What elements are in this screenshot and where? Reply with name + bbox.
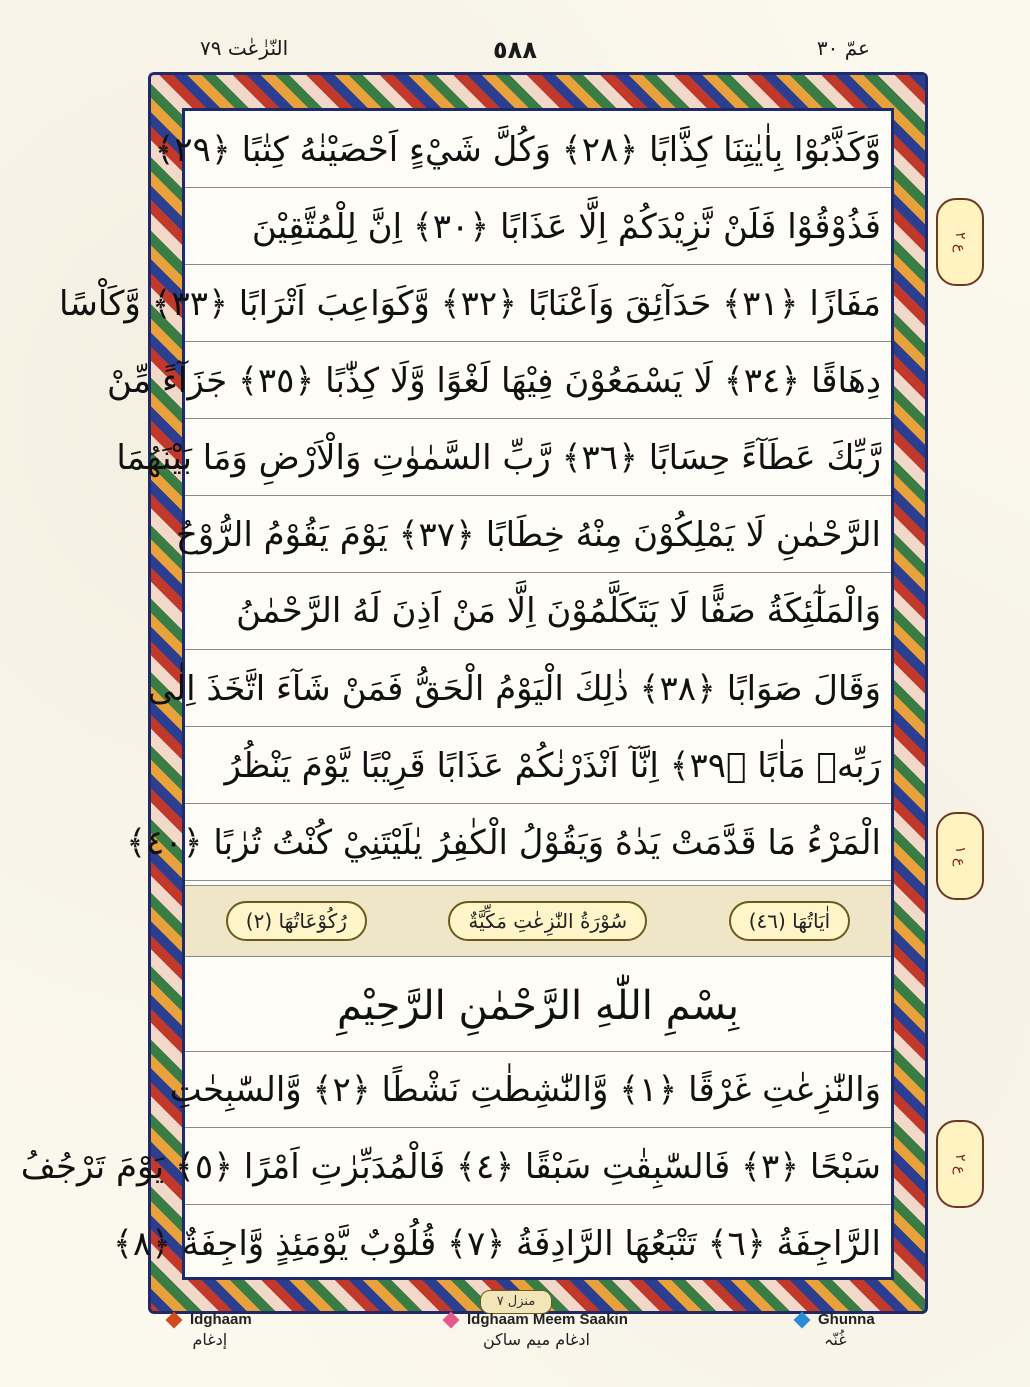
ruku-marker-1: ع ٢ (936, 198, 984, 286)
line-text: الرَّحْمٰنِ لَا يَمْلِكُوْنَ مِنْهُ خِطَابًا ﴿٣٧﴾ يَوْمَ يَقُوْمُ الرُّوْحُ (175, 514, 881, 555)
quran-line (112, 1205, 891, 1282)
quran-line (107, 342, 891, 419)
quran-line (116, 419, 891, 496)
line-text: وَّكَذَّبُوْا بِاٰيٰتِنَا كِذَّابًا ﴿٢٨﴾ وَكُلَّ شَيْءٍ اَحْصَيْنٰهُ كِتٰبًا ﴿٢٩﴾ (154, 129, 881, 170)
legend-label: Idghaam (190, 1311, 252, 1328)
legend-arabic: ادغام میم ساکن (482, 1330, 590, 1349)
line-text: الْمَرْءُ مَا قَدَّمَتْ يَدٰهُ وَيَقُوْلُ الْكٰفِرُ يٰلَيْتَنِيْ كُنْتُ تُرٰبًا ﴿٤٠﴾ (126, 822, 881, 863)
line-text: وَقَالَ صَوَابًا ﴿٣٨﴾ ذٰلِكَ الْيَوْمُ الْحَقُّ فَمَنْ شَآءَ اتَّخَذَ اِلٰى (147, 668, 881, 709)
page-number: ٥٨٨ (493, 36, 537, 64)
manzil-marker: منزل ٧ (480, 1290, 552, 1314)
quran-line (169, 1051, 891, 1128)
quran-line (154, 111, 891, 188)
line-text: رَّبِّكَ عَطَآءً حِسَابًا ﴿٣٦﴾ رَّبِّ السَّمٰوٰتِ وَالْاَرْضِ وَمَا بَيْنَهُمَا (116, 437, 881, 478)
line-text: وَالْمَلٰٓئِكَةُ صَفًّا لَا يَتَكَلَّمُوْنَ اِلَّا مَنْ اَذِنَ لَهُ الرَّحْمٰنُ (236, 591, 881, 631)
surah-name-header: النّزٰعٰت ٧٩ (200, 36, 289, 60)
line-text: رَبِّهٖ مَاٰبًا ﴿٣٩﴾ اِنَّآ اَنْذَرْنٰكُمْ عَذَابًا قَرِيْبًا يَّوْمَ يَنْظُرُ (224, 745, 881, 786)
legend-arabic: إدغام (192, 1330, 228, 1349)
legend-label: Ghunna (818, 1311, 875, 1328)
quran-line (175, 496, 891, 573)
legend-idghaam-meem-saakin (445, 1310, 628, 1349)
line-text: دِهَاقًا ﴿٣٤﴾ لَا يَسْمَعُوْنَ فِيْهَا لَغْوًا وَّلَا كِذّٰبًا ﴿٣٥﴾ جَزَآءً مِّنْ (107, 360, 881, 401)
line-text: مَفَازًا ﴿٣١﴾ حَدَآئِقَ وَاَعْنَابًا ﴿٣٢﴾ وَّكَوَاعِبَ اَتْرَابًا ﴿٣٣﴾ وَّكَاْسًا (58, 283, 881, 324)
bismillah: بِسْمِ اللّٰهِ الرَّحْمٰنِ الرَّحِيْمِ (185, 961, 891, 1052)
line-text: سَبْحًا ﴿٣﴾ فَالسّٰبِقٰتِ سَبْقًا ﴿٤﴾ فَالْمُدَبِّرٰتِ اَمْرًا ﴿٥﴾ يَوْمَ تَرْجُفُ (20, 1146, 881, 1187)
diamond-icon (166, 1311, 183, 1328)
surah-header-band (185, 885, 891, 957)
surah-title: سُوْرَةُ النّٰزِعٰتِ مَكِّيَّةٌ (448, 901, 647, 941)
quran-line (126, 804, 891, 881)
juz-header: عمّ ٣٠ (816, 36, 870, 60)
text-panel (20, 108, 894, 1280)
quran-line (20, 1128, 891, 1205)
diamond-icon (443, 1311, 460, 1328)
ruku-marker-2: ع ١ (936, 812, 984, 900)
line-text: فَذُوْقُوْا فَلَنْ نَّزِيْدَكُمْ اِلَّا عَذَابًا ﴿٣٠﴾ اِنَّ لِلْمُتَّقِيْنَ (251, 206, 881, 247)
diamond-icon (794, 1311, 811, 1328)
quran-line (147, 650, 891, 727)
ruku-marker-3: ع ٢ (936, 1120, 984, 1208)
quran-line (185, 727, 891, 804)
legend-ghunna (796, 1310, 875, 1349)
ruku-count: رُكُوْعَاتُهَا (٢) (226, 901, 367, 941)
line-text: الرَّاجِفَةُ ﴿٦﴾ تَتْبَعُهَا الرَّادِفَةُ ﴿٧﴾ قُلُوْبٌ يَّوْمَئِذٍ وَّاجِفَةٌ ﴿٨﴾ (112, 1224, 881, 1264)
quran-line (58, 265, 891, 342)
quran-line (185, 188, 891, 265)
legend-arabic: غُنّہ (824, 1330, 847, 1349)
ayat-count: اٰيَاتُهَا (٤٦) (729, 901, 851, 941)
legend-idghaam (168, 1310, 252, 1349)
legend-label: Idghaam Meem Saakin (467, 1311, 628, 1328)
line-text: وَالنّٰزِعٰتِ غَرْقًا ﴿١﴾ وَّالنّٰشِطٰتِ نَشْطًا ﴿٢﴾ وَّالسّٰبِحٰتِ (169, 1069, 881, 1110)
quran-line (185, 573, 891, 650)
